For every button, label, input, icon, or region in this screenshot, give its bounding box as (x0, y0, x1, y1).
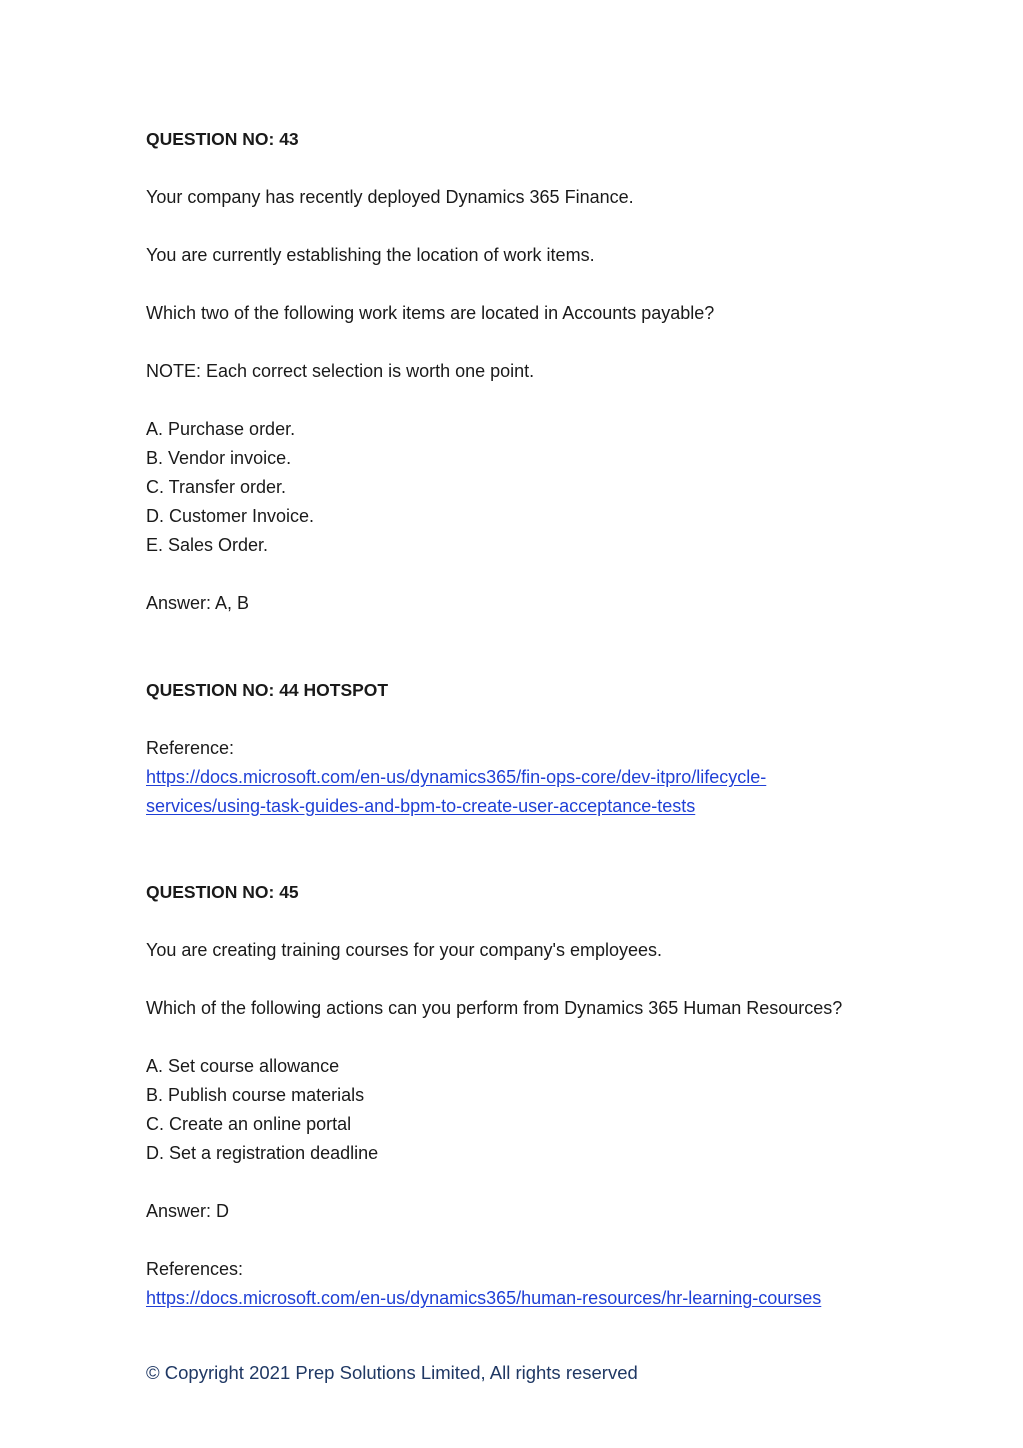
question-43-option-b: B. Vendor invoice. (146, 448, 292, 468)
question-43-option-d: D. Customer Invoice. (146, 506, 315, 526)
question-45-question-text: Which of the following actions can you perform from Dynamics 365 Human Resources? (146, 998, 843, 1018)
copyright-footer: © Copyright 2021 Prep Solutions Limited, All rights reserved (146, 1362, 638, 1383)
question-44-reference-link-line-2[interactable]: services/using-task-guides-and-bpm-to-create-user-acceptance-tests (146, 796, 696, 816)
question-43-option-c: C. Transfer order. (146, 477, 287, 497)
question-43-heading: QUESTION NO: 43 (146, 129, 299, 149)
question-45-answer: Answer: D (146, 1201, 230, 1221)
question-45-paragraph-1: You are creating training courses for your company's employees. (146, 940, 663, 960)
question-45-heading: QUESTION NO: 45 (146, 882, 299, 902)
question-45-reference-link[interactable]: https://docs.microsoft.com/en-us/dynamics365/human-resources/hr-learning-courses (146, 1288, 822, 1308)
question-45-option-a: A. Set course allowance (146, 1056, 340, 1076)
question-43-option-e: E. Sales Order. (146, 535, 269, 555)
question-43-option-a: A. Purchase order. (146, 419, 296, 439)
question-45-option-d: D. Set a registration deadline (146, 1143, 379, 1163)
question-45-references-label: References: (146, 1259, 244, 1279)
question-45-option-c: C. Create an online portal (146, 1114, 352, 1134)
question-44-heading: QUESTION NO: 44 HOTSPOT (146, 680, 389, 700)
question-43-question-text: Which two of the following work items are located in Accounts payable? (146, 303, 715, 323)
question-44-reference-link-line-1[interactable]: https://docs.microsoft.com/en-us/dynamics365/fin-ops-core/dev-itpro/lifecycle- (146, 767, 767, 787)
question-43-paragraph-2: You are currently establishing the location of work items. (146, 245, 595, 265)
question-45-option-b: B. Publish course materials (146, 1085, 365, 1105)
question-43-answer: Answer: A, B (146, 593, 250, 613)
question-43-paragraph-1: Your company has recently deployed Dynamics 365 Finance. (146, 187, 634, 207)
question-44-reference-label: Reference: (146, 738, 235, 758)
question-43-note: NOTE: Each correct selection is worth one point. (146, 361, 535, 381)
